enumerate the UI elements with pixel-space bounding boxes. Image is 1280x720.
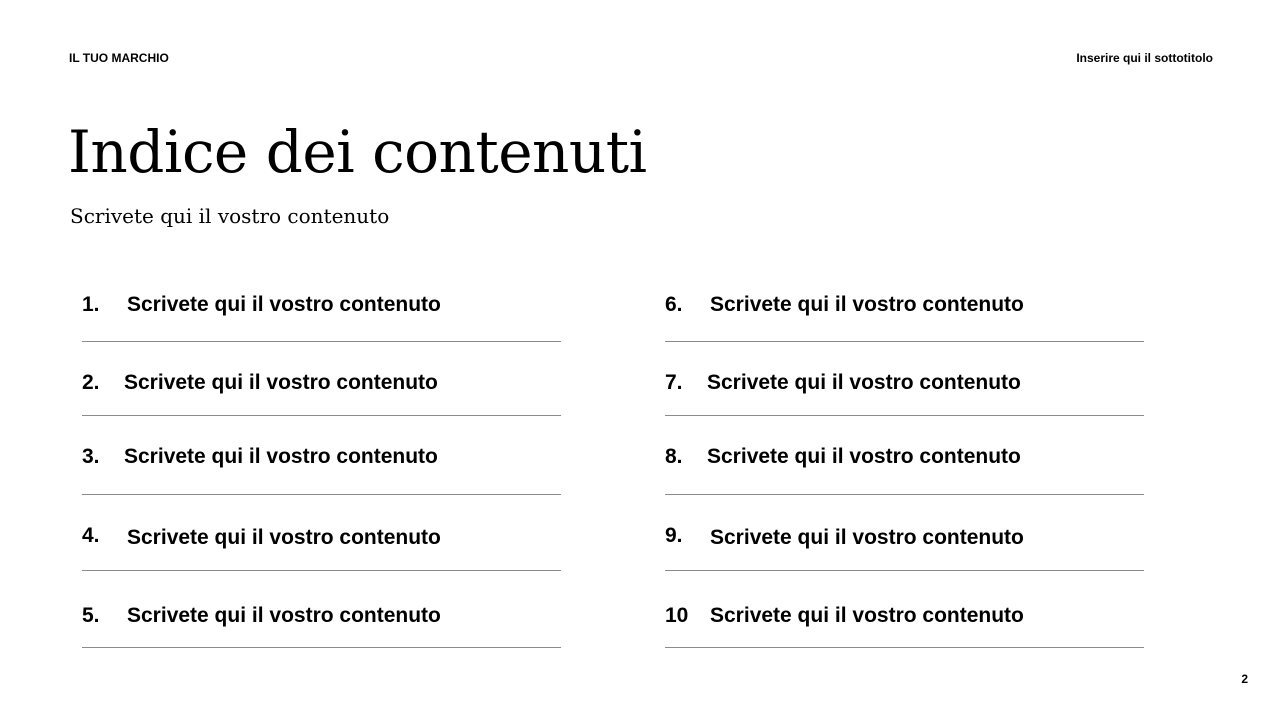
divider	[82, 415, 561, 416]
divider	[665, 570, 1144, 571]
divider	[82, 647, 561, 648]
toc-item-number: 8.	[665, 445, 683, 468]
divider	[665, 494, 1144, 495]
toc-item-text: Scrivete qui il vostro contenuto	[710, 293, 1024, 316]
toc-item-text: Scrivete qui il vostro contenuto	[127, 604, 441, 627]
divider	[82, 341, 561, 342]
toc-item-number: 9.	[665, 524, 683, 547]
toc-item-text: Scrivete qui il vostro contenuto	[710, 526, 1024, 549]
toc-item-text: Scrivete qui il vostro contenuto	[127, 293, 441, 316]
toc-item-number: 4.	[82, 524, 100, 547]
toc-item-text: Scrivete qui il vostro contenuto	[707, 445, 1021, 468]
divider	[82, 570, 561, 571]
toc-item-number: 5.	[82, 604, 100, 627]
divider	[665, 647, 1144, 648]
toc-item-text: Scrivete qui il vostro contenuto	[710, 604, 1024, 627]
divider	[82, 494, 561, 495]
toc-item-text: Scrivete qui il vostro contenuto	[707, 371, 1021, 394]
toc-item-number: 1.	[82, 293, 100, 316]
toc-item-text: Scrivete qui il vostro contenuto	[124, 371, 438, 394]
toc-item-number: 7.	[665, 371, 683, 394]
toc-item-text: Scrivete qui il vostro contenuto	[127, 526, 441, 549]
brand-label: IL TUO MARCHIO	[69, 51, 169, 65]
toc-item-number: 6.	[665, 293, 683, 316]
page-title: Indice dei contenuti	[68, 118, 647, 186]
page-number: 2	[1241, 672, 1248, 686]
page-subtitle: Scrivete qui il vostro contenuto	[70, 204, 390, 228]
divider	[665, 415, 1144, 416]
toc-item-number: 10	[665, 604, 689, 627]
header-subtitle: Inserire qui il sottotitolo	[1076, 51, 1213, 65]
divider	[665, 341, 1144, 342]
toc-item-number: 2.	[82, 371, 100, 394]
toc-item-number: 3.	[82, 445, 100, 468]
toc-item-text: Scrivete qui il vostro contenuto	[124, 445, 438, 468]
